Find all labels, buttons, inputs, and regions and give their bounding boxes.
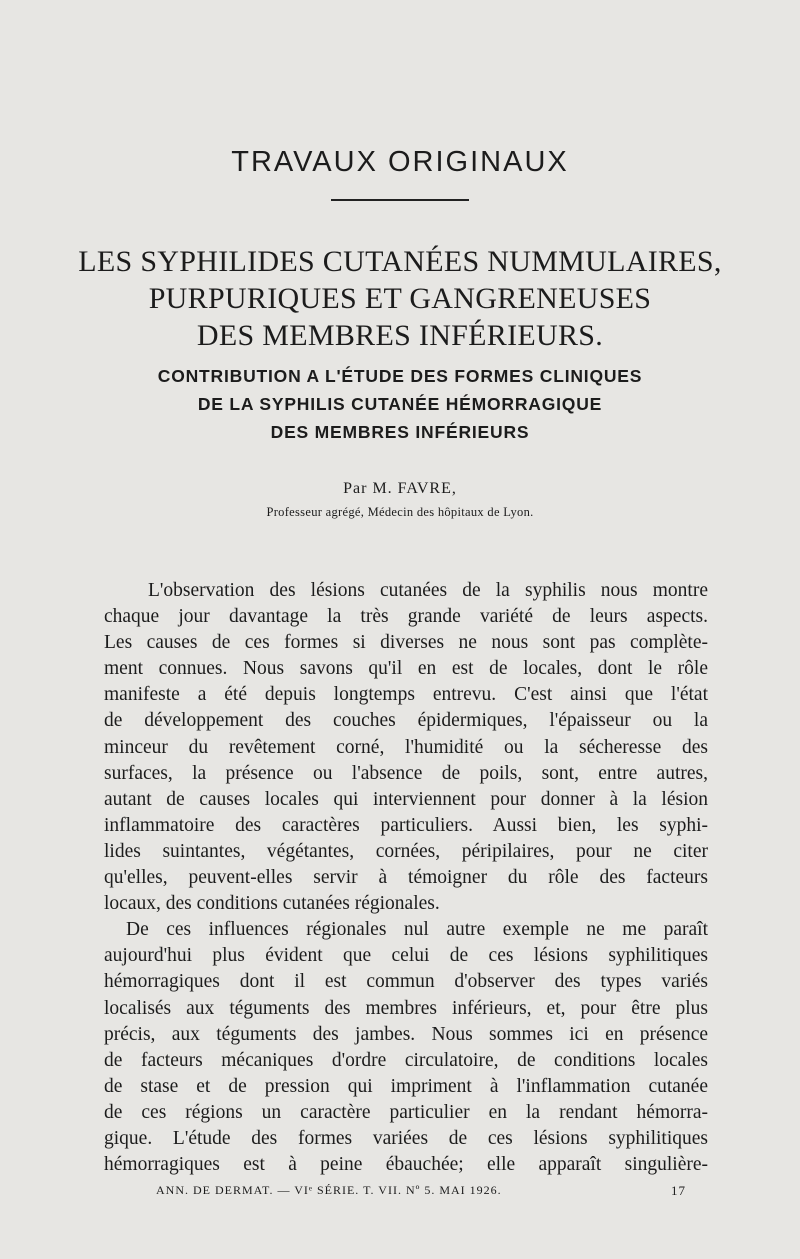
body-line: minceur du revêtement corné, l'humidité ou la sécheresse des xyxy=(104,736,708,758)
article-title xyxy=(0,243,800,354)
heading-divider xyxy=(331,199,469,201)
body-line: manifeste a été depuis longtemps entrevu. C'est ainsi que l'état xyxy=(104,684,708,706)
subtitle-line: DE LA SYPHILIS CUTANÉE HÉMORRAGIQUE xyxy=(197,394,603,414)
title-line: PURPURIQUES ET GANGRENEUSES xyxy=(148,282,652,315)
body-line: hémorragiques dont il est commun d'observer des types variés xyxy=(104,971,708,993)
author-affiliation: Professeur agrégé, Médecin des hôpitaux de Lyon. xyxy=(266,505,534,519)
body-line: surfaces, la présence ou l'absence de poils, sont, entre autres, xyxy=(104,762,708,784)
body-line: inflammatoire des caractères particuliers. Aussi bien, les syphi- xyxy=(104,814,708,836)
body-line: De ces influences régionales nul autre exemple ne me paraît xyxy=(126,919,708,941)
body-text xyxy=(104,578,708,1178)
body-line: de stase et de pression qui impriment à l'inflammation cutanée xyxy=(104,1075,708,1097)
body-line: précis, aux téguments des jambes. Nous sommes ici en présence xyxy=(104,1023,708,1045)
body-line: locaux, des conditions cutanées régionales. xyxy=(104,893,440,915)
body-line: aujourd'hui plus évident que celui de ces lésions syphilitiques xyxy=(104,945,708,967)
body-line: lides suintantes, végétantes, cornées, péripilaires, pour ne citer xyxy=(104,840,708,862)
body-line: hémorragiques est à peine ébauchée; elle apparaît singulière- xyxy=(104,1154,708,1176)
subtitle-line: DES MEMBRES INFÉRIEURS xyxy=(270,422,530,442)
body-line: de développement des couches épidermiques, l'épaisseur ou la xyxy=(104,710,708,732)
body-line: autant de causes locales qui interviennent pour donner à la lésion xyxy=(104,788,708,810)
title-line: LES SYPHILIDES CUTANÉES NUMMULAIRES, xyxy=(78,245,722,278)
title-line: DES MEMBRES INFÉRIEURS. xyxy=(196,319,604,352)
journal-citation: ANN. DE DERMAT. — VIᵉ SÉRIE. T. VII. Nº 5. MAI 1926. xyxy=(156,1183,502,1197)
subtitle-line: CONTRIBUTION A L'ÉTUDE DES FORMES CLINIQUES xyxy=(157,366,643,386)
body-line: Les causes de ces formes si diverses ne nous sont pas complète- xyxy=(104,632,708,654)
body-line: ment connues. Nous savons qu'il en est de locales, dont le rôle xyxy=(104,658,708,680)
body-line: de facteurs mécaniques d'ordre circulatoire, de conditions locales xyxy=(104,1049,708,1071)
page-number: 17 xyxy=(671,1183,686,1198)
author-line: Par M. FAVRE, xyxy=(343,480,457,497)
body-line: L'observation des lésions cutanées de la syphilis nous montre xyxy=(148,580,708,601)
body-line: localisés aux téguments des membres inférieurs, et, pour être plus xyxy=(104,997,708,1019)
body-line: de ces régions un caractère particulier en la rendant hémorra- xyxy=(104,1101,708,1123)
section-heading: TRAVAUX ORIGINAUX xyxy=(231,146,569,178)
body-line: chaque jour davantage la très grande variété de leurs aspects. xyxy=(104,606,708,628)
body-line: qu'elles, peuvent-elles servir à témoigner du rôle des facteurs xyxy=(104,867,708,889)
article-subtitle xyxy=(0,362,800,446)
body-line: gique. L'étude des formes variées de ces lésions syphilitiques xyxy=(104,1127,708,1149)
